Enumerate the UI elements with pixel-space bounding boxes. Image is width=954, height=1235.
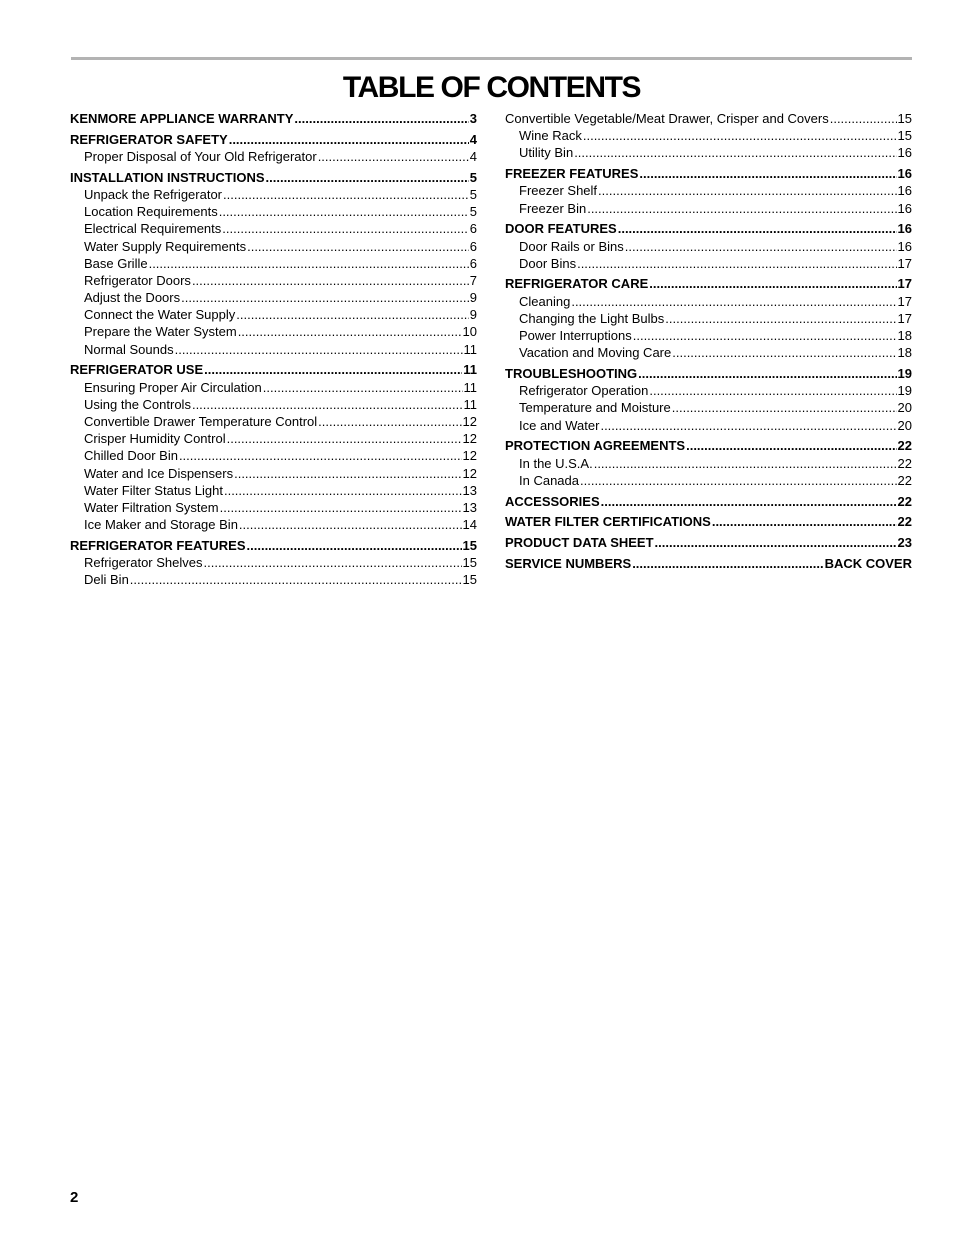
toc-dot-leader (263, 379, 463, 396)
toc-entry-refrigerator-shelves[interactable] (70, 554, 477, 571)
toc-dot-leader (229, 131, 469, 148)
toc-entry-label: Refrigerator Shelves (84, 555, 203, 571)
toc-entry-label: Vacation and Moving Care (519, 345, 672, 361)
toc-dot-leader (618, 220, 897, 237)
toc-dot-leader (712, 513, 897, 530)
toc-entry-connect-the-water-supply[interactable] (70, 306, 477, 323)
toc-entry-label: Connect the Water Supply (84, 307, 236, 323)
toc-entry-ice-maker-and-storage-bin[interactable] (70, 516, 477, 533)
toc-entry-label: PROTECTION AGREEMENTS (505, 438, 686, 454)
toc-dot-leader (686, 437, 896, 454)
toc-entry-utility-bin[interactable] (505, 144, 912, 161)
toc-entry-label: DOOR FEATURES (505, 221, 617, 237)
toc-dot-leader (649, 382, 896, 399)
toc-page-number: 16 (897, 221, 912, 237)
toc-entry-label: Water and Ice Dispensers (84, 465, 234, 481)
toc-page-number: 6 (469, 255, 477, 271)
toc-dot-leader (583, 127, 897, 144)
toc-page-number: 17 (897, 293, 912, 309)
toc-page-number: 12 (462, 413, 477, 429)
toc-entry-label: REFRIGERATOR USE (70, 362, 204, 378)
toc-dot-leader (204, 361, 462, 378)
toc-entry-label: FREEZER FEATURES (505, 166, 639, 182)
toc-dot-leader (632, 555, 823, 572)
toc-page-number: 22 (897, 514, 912, 530)
toc-page-number: 15 (897, 128, 912, 144)
toc-dot-leader (638, 365, 896, 382)
toc-entry-label: KENMORE APPLIANCE WARRANTY (70, 111, 294, 126)
toc-section-protection-agreements[interactable] (505, 437, 912, 454)
toc-section-door-features[interactable] (505, 220, 912, 237)
toc-entry-label: Water Filtration System (84, 499, 219, 515)
toc-entry-label: Base Grille (84, 255, 148, 271)
toc-entry-label: Unpack the Refrigerator (84, 186, 223, 202)
toc-entry-base-grille[interactable] (70, 255, 477, 272)
toc-dot-leader (247, 238, 469, 255)
toc-page-number: 16 (897, 200, 912, 216)
toc-dot-leader (571, 293, 896, 310)
toc-dot-leader (192, 396, 463, 413)
toc-page-number: 15 (897, 111, 912, 126)
toc-entry-label: Convertible Vegetable/Meat Drawer, Crisper and Covers (505, 111, 829, 126)
toc-page-number: 9 (469, 307, 477, 323)
toc-page-number: 12 (462, 431, 477, 447)
toc-entry-label: SERVICE NUMBERS (505, 555, 632, 571)
toc-entry-door-rails-or-bins[interactable] (505, 238, 912, 255)
toc-dot-leader (665, 310, 896, 327)
toc-dot-leader (266, 169, 469, 186)
toc-entry-chilled-door-bin[interactable] (70, 447, 477, 464)
toc-page-number: 22 (897, 493, 912, 509)
toc-page-number: 22 (897, 438, 912, 454)
toc-entry-door-bins[interactable] (505, 255, 912, 272)
toc-dot-leader (594, 455, 897, 472)
toc-entry-label: Normal Sounds (84, 341, 174, 357)
toc-page-number: 18 (897, 345, 912, 361)
toc-entry-label: Using the Controls (84, 396, 191, 412)
toc-page-number: 12 (462, 465, 477, 481)
toc-dot-leader (574, 144, 896, 161)
toc-page-number: 18 (897, 328, 912, 344)
toc-page-number: 15 (462, 537, 477, 553)
toc-page-number: 17 (897, 310, 912, 326)
toc-dot-leader (587, 200, 896, 217)
toc-right-column (505, 108, 912, 572)
toc-dot-leader (130, 571, 462, 588)
toc-page-number: 4 (469, 148, 477, 164)
toc-page-number: 15 (462, 555, 477, 571)
toc-entry-label: Deli Bin (84, 572, 129, 588)
toc-entry-label: Ensuring Proper Air Circulation (84, 379, 262, 395)
toc-dot-leader (580, 472, 897, 489)
toc-page-number: 19 (897, 366, 912, 381)
toc-dot-leader (239, 516, 462, 533)
toc-dot-leader (318, 148, 469, 165)
toc-entry-label: REFRIGERATOR FEATURES (70, 537, 246, 553)
toc-entry-water-filtration-system[interactable] (70, 499, 477, 516)
toc-entry-refrigerator-doors[interactable] (70, 272, 477, 289)
toc-entry-in-the-u-s-a[interactable] (505, 455, 912, 472)
toc-page-number: 11 (463, 341, 477, 357)
toc-entry-label: In Canada (519, 472, 579, 488)
toc-page-number: 14 (462, 517, 477, 533)
toc-section-troubleshooting[interactable] (505, 365, 912, 382)
toc-section-product-data-sheet[interactable] (505, 534, 912, 551)
toc-dot-leader (600, 417, 896, 434)
toc-entry-temperature-and-moisture[interactable] (505, 399, 912, 416)
toc-page-number: BACK COVER (824, 555, 912, 571)
toc-section-service-numbers[interactable] (505, 555, 912, 572)
toc-page-number: 16 (897, 145, 912, 161)
toc-dot-leader (236, 306, 469, 323)
toc-entry-freezer-bin[interactable] (505, 200, 912, 217)
toc-entry-label: Refrigerator Operation (519, 383, 649, 399)
toc-entry-label: Utility Bin (519, 145, 574, 161)
toc-section-accessories[interactable] (505, 493, 912, 510)
toc-entry-label: In the U.S.A. (519, 455, 593, 471)
toc-dot-leader (639, 165, 896, 182)
toc-page-number: 17 (897, 255, 912, 271)
toc-section-refrigerator-safety[interactable] (70, 131, 477, 148)
toc-entry-label: REFRIGERATOR SAFETY (70, 131, 228, 147)
toc-entry-unpack-the-refrigerator[interactable] (70, 186, 477, 203)
toc-page-number: 17 (897, 276, 912, 292)
toc-entry-label: Proper Disposal of Your Old Refrigerator (84, 148, 317, 164)
toc-page-number: 23 (897, 535, 912, 551)
toc-entry-label: ACCESSORIES (505, 493, 600, 509)
toc-entry-label: Prepare the Water System (84, 324, 237, 340)
toc-dot-leader (222, 220, 468, 237)
toc-entry-freezer-shelf[interactable] (505, 182, 912, 199)
toc-entry-water-and-ice-dispensers[interactable] (70, 465, 477, 482)
toc-page-number: 15 (462, 572, 477, 588)
toc-entry-label: PRODUCT DATA SHEET (505, 535, 654, 551)
header-rule (71, 57, 912, 60)
toc-page-number: 20 (897, 400, 912, 416)
toc-dot-leader (192, 272, 469, 289)
toc-entry-label: Power Interruptions (519, 328, 632, 344)
toc-section-refrigerator-use[interactable] (70, 361, 477, 378)
toc-page-number: 3 (469, 111, 477, 126)
toc-dot-leader (204, 554, 462, 571)
toc-dot-leader (149, 255, 469, 272)
toc-entry-convertible-vegetable-meat-drawer-crisper-and-covers[interactable] (505, 110, 912, 127)
toc-page-number: 22 (897, 472, 912, 488)
toc-dot-leader (175, 341, 463, 358)
toc-entry-vacation-and-moving-care[interactable] (505, 344, 912, 361)
toc-entry-label: Door Bins (519, 255, 577, 271)
toc-dot-leader (625, 238, 897, 255)
toc-entry-changing-the-light-bulbs[interactable] (505, 310, 912, 327)
toc-page-number: 6 (469, 221, 477, 237)
toc-dot-leader (655, 534, 897, 551)
toc-entry-using-the-controls[interactable] (70, 396, 477, 413)
page-number: 2 (70, 1189, 79, 1206)
toc-page-number: 9 (469, 290, 477, 306)
toc-page-number: 13 (462, 482, 477, 498)
toc-page-number: 13 (462, 499, 477, 515)
toc-dot-leader (830, 110, 897, 127)
toc-page-number: 16 (897, 238, 912, 254)
toc-page-number: 6 (469, 238, 477, 254)
toc-entry-label: TROUBLESHOOTING (505, 366, 638, 381)
toc-page-number: 22 (897, 455, 912, 471)
toc-entry-label: Chilled Door Bin (84, 448, 178, 464)
toc-dot-leader (179, 447, 462, 464)
toc-entry-wine-rack[interactable] (505, 127, 912, 144)
toc-entry-adjust-the-doors[interactable] (70, 289, 477, 306)
toc-entry-label: Adjust the Doors (84, 290, 181, 306)
toc-page-number: 19 (897, 383, 912, 399)
toc-page-number: 7 (469, 272, 477, 288)
toc-entry-label: Crisper Humidity Control (84, 431, 226, 447)
toc-dot-leader (598, 182, 896, 199)
toc-entry-water-supply-requirements[interactable] (70, 238, 477, 255)
page-title: TABLE OF CONTENTS (342, 71, 641, 104)
toc-entry-label: Location Requirements (84, 204, 218, 220)
toc-page-number: 5 (469, 186, 477, 202)
toc-entry-label: Water Supply Requirements (84, 238, 247, 254)
toc-dot-leader (649, 275, 896, 292)
toc-dot-leader (234, 465, 461, 482)
toc-section-kenmore-appliance-warranty[interactable] (70, 110, 477, 127)
toc-entry-label: Convertible Drawer Temperature Control (84, 413, 318, 429)
toc-section-water-filter-certifications[interactable] (505, 513, 912, 530)
toc-dot-leader (247, 537, 462, 554)
toc-page-number: 16 (897, 166, 912, 182)
toc-page-number: 11 (463, 396, 477, 412)
toc-dot-leader (220, 499, 462, 516)
toc-entry-electrical-requirements[interactable] (70, 220, 477, 237)
toc-entry-label: Ice Maker and Storage Bin (84, 517, 238, 533)
toc-dot-leader (577, 255, 896, 272)
toc-dot-leader (601, 493, 897, 510)
toc-page-number: 16 (897, 183, 912, 199)
toc-entry-proper-disposal-of-your-old-refrigerator[interactable] (70, 148, 477, 165)
toc-page-number: 11 (463, 362, 477, 378)
toc-entry-label: Freezer Shelf (519, 183, 598, 199)
toc-section-freezer-features[interactable] (505, 165, 912, 182)
toc-page-number: 12 (462, 448, 477, 464)
toc-dot-leader (224, 482, 462, 499)
toc-entry-water-filter-status-light[interactable] (70, 482, 477, 499)
toc-dot-leader (294, 110, 468, 127)
toc-left-column (70, 108, 477, 588)
toc-dot-leader (672, 344, 896, 361)
toc-entry-convertible-drawer-temperature-control[interactable] (70, 413, 477, 430)
toc-dot-leader (238, 323, 462, 340)
toc-dot-leader (633, 327, 897, 344)
toc-dot-leader (227, 430, 462, 447)
toc-entry-label: Electrical Requirements (84, 221, 222, 237)
toc-entry-deli-bin[interactable] (70, 571, 477, 588)
toc-page-number: 5 (469, 204, 477, 220)
toc-entry-power-interruptions[interactable] (505, 327, 912, 344)
toc-entry-label: Freezer Bin (519, 200, 587, 216)
toc-entry-prepare-the-water-system[interactable] (70, 323, 477, 340)
toc-entry-label: Ice and Water (519, 417, 600, 433)
toc-entry-label: Refrigerator Doors (84, 272, 191, 288)
toc-entry-location-requirements[interactable] (70, 203, 477, 220)
toc-page-number: 11 (463, 379, 477, 395)
toc-page-number: 5 (469, 169, 477, 185)
toc-entry-label: REFRIGERATOR CARE (505, 276, 649, 292)
toc-section-installation-instructions[interactable] (70, 169, 477, 186)
toc-entry-label: Changing the Light Bulbs (519, 310, 665, 326)
toc-section-refrigerator-features[interactable] (70, 537, 477, 554)
toc-entry-refrigerator-operation[interactable] (505, 382, 912, 399)
toc-entry-ensuring-proper-air-circulation[interactable] (70, 379, 477, 396)
toc-section-refrigerator-care[interactable] (505, 275, 912, 292)
toc-dot-leader (219, 203, 469, 220)
toc-dot-leader (672, 399, 897, 416)
toc-dot-leader (181, 289, 469, 306)
toc-page-number: 10 (462, 324, 477, 340)
toc-entry-normal-sounds[interactable] (70, 341, 477, 358)
toc-entry-ice-and-water[interactable] (505, 417, 912, 434)
toc-page-number: 4 (469, 131, 477, 147)
toc-entry-label: Temperature and Moisture (519, 400, 671, 416)
toc-entry-label: INSTALLATION INSTRUCTIONS (70, 169, 265, 185)
toc-page-number: 20 (897, 417, 912, 433)
toc-entry-label: Water Filter Status Light (84, 482, 223, 498)
toc-entry-crisper-humidity-control[interactable] (70, 430, 477, 447)
toc-entry-in-canada[interactable] (505, 472, 912, 489)
toc-dot-leader (318, 413, 461, 430)
toc-entry-label: Wine Rack (519, 128, 582, 144)
toc-entry-label: WATER FILTER CERTIFICATIONS (505, 514, 711, 530)
toc-entry-cleaning[interactable] (505, 293, 912, 310)
toc-dot-leader (223, 186, 469, 203)
toc-entry-label: Cleaning (519, 293, 571, 309)
toc-entry-label: Door Rails or Bins (519, 238, 624, 254)
